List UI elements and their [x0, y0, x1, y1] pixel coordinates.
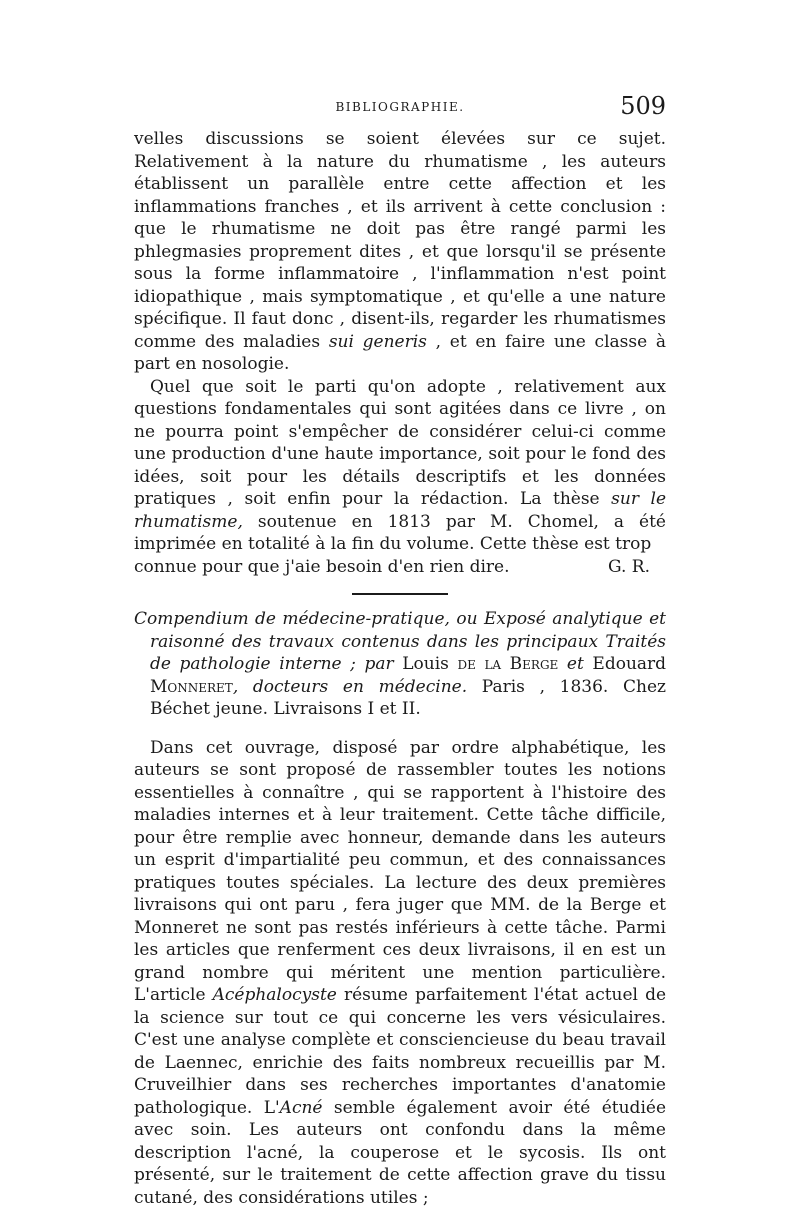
italic-sui-generis: sui generis [328, 331, 427, 352]
book-title: Compendium de médecine-pratique, ou Exposé analytique et raisonné des travaux contenus dans les principaux Traités de pathologie interne ; [134, 609, 666, 674]
running-title: BIBLIOGRAPHIE. [335, 100, 465, 114]
author1-last: de la Berge [457, 654, 559, 674]
authors-degree: , docteurs en médecine. [232, 676, 468, 697]
running-head [134, 92, 666, 122]
paragraph-text-c: semble également avoir été étudiée avec soin. Les auteurs ont confondu dans la même description l'acné, la couperose et le sycosis. Ils ont présenté, sur le traitement de cette affection grave du tissu cutané, des considérations utiles ; [134, 1097, 666, 1208]
paragraph-compendium-review [134, 737, 666, 1210]
author2-first: Edouard [592, 654, 667, 674]
closing-text: connue pour que j'aie besoin d'en rien dire. [134, 556, 510, 577]
paragraph-review-opinion [134, 376, 666, 556]
paragraph-text-mid: soutenue en 1813 par M. Chomel, a été imprimée en totalité à la fin du volume. Cette thèse est trop [134, 511, 666, 554]
paragraph-text: Quel que soit le parti qu'on adopte , relativement aux questions fondamentales qui sont agitées dans ce livre , on ne pourra point s'empêcher de considérer celui-ci comme une production d'une haute importance, soit pour le fond des idées, soit pour les détails descriptifs et les données pratiques , soit enfin pour la rédaction. La thèse [134, 376, 666, 509]
reviewer-signature: G. R. [608, 556, 650, 577]
paragraph-text: velles discussions se soient élevées sur ce sujet. Relativement à la nature du rhumatisme , les auteurs établissent un parallèle entre cette affection et les inflammations franches , et ils arrivent à cette conclusion : que le rhumatisme ne doit pas être rangé parmi les phlegmasies proprement dites , et que lorsqu'il se présente sous la forme inflammatoire , l'inflammation n'est point idiopathique , mais symptomatique , et qu'elle a une nature spécifique. Il faut donc , disent-ils, regarder les rhumatismes comme des maladies [134, 129, 666, 352]
italic-acephalocyste: Acéphalocyste [212, 985, 337, 1005]
italic-acne: Acné [279, 1097, 323, 1118]
paragraph-text-end: , et en faire une classe à part en nosologie. [134, 331, 667, 374]
closing-line [134, 556, 666, 579]
author1-first: Louis [402, 654, 449, 674]
by-word: par [364, 654, 394, 674]
et-word: et [566, 654, 584, 674]
imprint: Paris , 1836. Chez Béchet jeune. Livraisons I et II. [150, 676, 666, 719]
paragraph-rhumatisme-conclusion [134, 128, 666, 376]
author2-last: Monneret [150, 676, 233, 697]
text-column [134, 128, 666, 1209]
italic-thesis-title: sur le rhumatisme, [134, 489, 667, 532]
section-divider [352, 593, 448, 595]
bibliographic-entry [134, 608, 666, 721]
paragraph-text-b: résume parfaitement l'état actuel de la science sur tout ce qui concerne les vers vésiculaires. C'est une analyse complète et consciencieuse du beau travail de Laennec, enrichie des faits nombreux recueillis par M. Cruveilhier dans ses recherches importantes d'anatomie pathologique. L' [134, 985, 667, 1118]
paragraph-text: Dans cet ouvrage, disposé par ordre alphabétique, les auteurs se sont proposé de rassembler toutes les notions essentielles à connaître , qui se rapportent à l'histoire des maladies internes et à leur traitement. Cette tâche difficile, pour être remplie avec honneur, demande dans les auteurs un esprit d'impartialité peu commun, et des connaissances pratiques toutes spéciales. La lecture des deux premières livraisons qui ont paru , fera juger que MM. de la Berge et Monneret ne sont pas restés inférieurs à cette tâche. Parmi les articles que renferment ces deux livraisons, il en est un grand nombre qui méritent une mention particulière. L'article [134, 737, 666, 1005]
page-number: 509 [620, 92, 666, 120]
